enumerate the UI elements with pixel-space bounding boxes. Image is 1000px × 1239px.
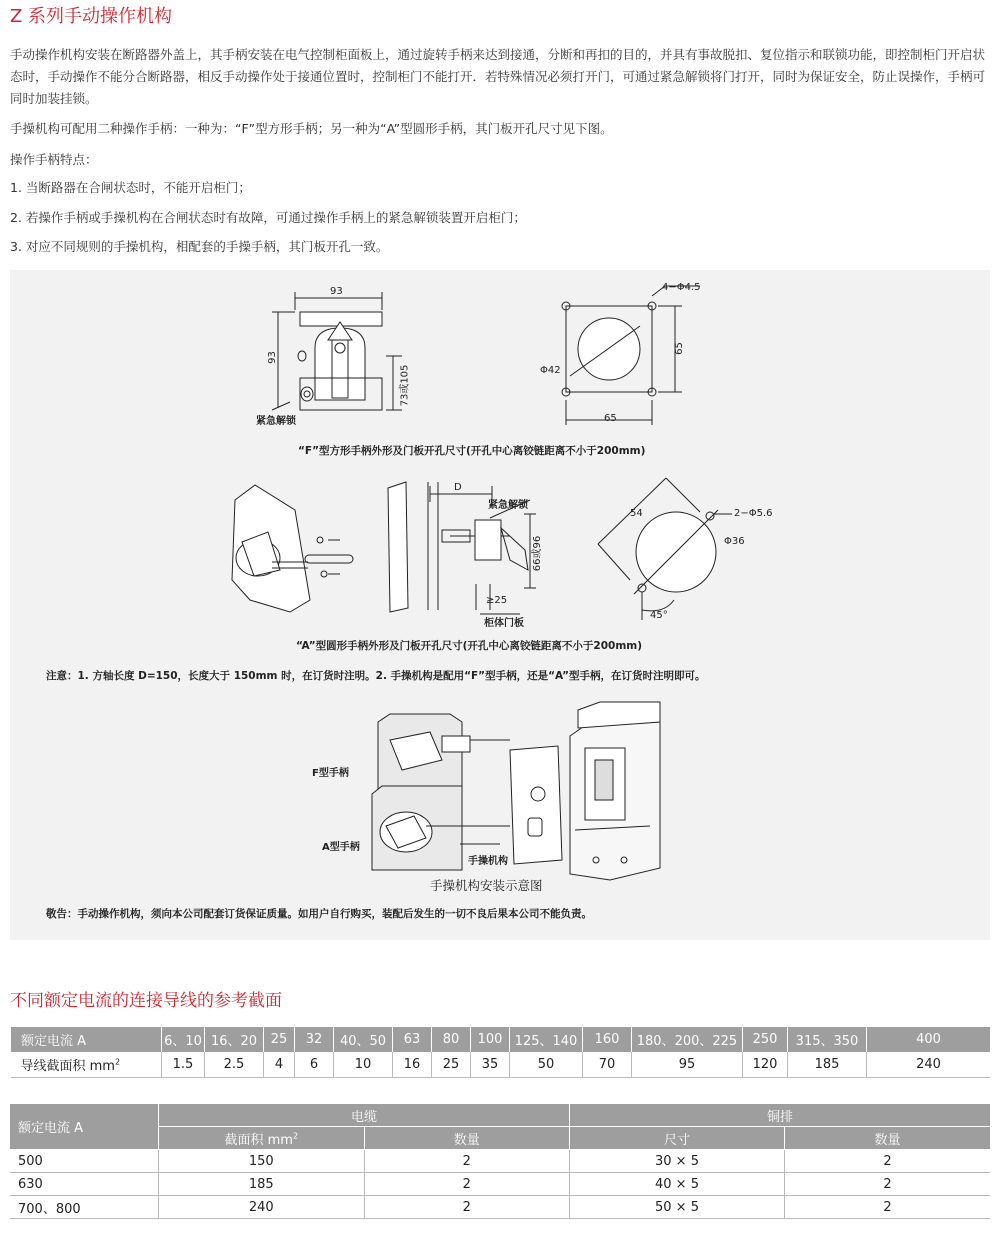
area-cell: 185 — [788, 1052, 867, 1078]
header-cable: 电缆 — [159, 1104, 570, 1127]
a-hole-pattern-drawing — [598, 478, 732, 620]
header-current: 额定电流 A — [10, 1104, 159, 1150]
a-dist-label: 54 — [630, 508, 643, 519]
area-cell: 6 — [295, 1052, 334, 1078]
header-busbar: 铜排 — [570, 1104, 991, 1127]
row-qty2: 2 — [785, 1196, 991, 1219]
row-size: 40 × 5 — [570, 1173, 785, 1196]
row-qty: 2 — [364, 1196, 570, 1219]
feature-item-2: 2. 若操作手柄或手操机构在合闸状态时有故障，可通过操作手柄上的紧急解锁装置开启柜门； — [10, 210, 526, 225]
intro-paragraph: 手动操作机构安装在断路器外盖上，其手柄安装在电气控制柜面板上，通过旋转手柄来达到接通，分断和再扣的目的，并具有事故脱扣、复位指示和联锁功能，即控制柜门开启状态时，手动操作不能分合断路器，相反手动操作处于接通位置时，控制柜门不能打开．若特殊情况必须打开门，可通过紧急解锁将门打开，同时为保证安全，防止误操作，手柄可同时加装挂锁。 — [10, 47, 986, 106]
row-current: 500 — [10, 1150, 159, 1173]
current-cell: 400 — [867, 1027, 991, 1052]
wire-section-table — [10, 1027, 990, 1078]
row-area: 185 — [159, 1173, 365, 1196]
mechanism-label: 手操机构 — [468, 856, 508, 867]
current-row — [11, 1027, 991, 1052]
a-min-label: ≥25 — [486, 595, 508, 606]
row-current: 700、800 — [10, 1196, 159, 1219]
a-emergency-release-label: 紧急解锁 — [488, 500, 528, 511]
features-heading: 操作手柄特点： — [10, 152, 98, 167]
area-row — [11, 1052, 991, 1078]
warning-note: 敬告：手动操作机构，须向本公司配套订货保证质量。如用户自行购买，装配后发生的一切不良后果本公司不能负责。 — [46, 908, 592, 920]
row-header-current: 额定电流 A — [11, 1027, 162, 1052]
area-cell: 2.5 — [205, 1052, 264, 1078]
current-cell: 25 — [264, 1027, 295, 1052]
current-cell: 32 — [295, 1027, 334, 1052]
row-qty2: 2 — [785, 1150, 991, 1173]
cable-busbar-table — [10, 1104, 990, 1219]
current-cell: 315、350 — [788, 1027, 867, 1052]
row-qty2: 2 — [785, 1173, 991, 1196]
a-d-label: D — [454, 482, 462, 493]
area-cell: 50 — [510, 1052, 583, 1078]
page-title: Z 系列手动操作机构 — [10, 6, 173, 27]
current-cell: 40、50 — [334, 1027, 393, 1052]
current-cell: 125、140 — [510, 1027, 583, 1052]
table-row — [10, 1196, 990, 1219]
sub-qty-busbar: 数量 — [785, 1127, 991, 1150]
a-caption: “A”型圆形手柄外形及门板开孔尺寸(开孔中心离铰链距离不小于200mm) — [296, 640, 643, 652]
f-height-dim: 93 — [266, 351, 278, 364]
area-cell: 1.5 — [162, 1052, 205, 1078]
figure-note: 注意：1. 方轴长度 D=150，长度大于 150mm 时，在订货时注明。2. 手操机构是配用“F”型手柄，还是“A”型手柄，在订货时注明即可。 — [46, 670, 706, 682]
f-side-h-label: 65 — [604, 413, 617, 424]
sub-qty-cable: 数量 — [364, 1127, 570, 1150]
f-dia-label: Φ42 — [540, 365, 561, 376]
area-cell: 95 — [632, 1052, 743, 1078]
install-caption: 手操机构安装示意图 — [430, 878, 543, 893]
row-area: 240 — [159, 1196, 365, 1219]
a-holes-label: 2−Φ5.6 — [734, 508, 773, 519]
a-handle-perspective-drawing — [232, 485, 353, 612]
f-side-v-label: 65 — [673, 342, 685, 355]
row-current: 630 — [10, 1173, 159, 1196]
area-cell: 16 — [393, 1052, 432, 1078]
a-angle-label: 45° — [650, 610, 668, 621]
current-cell: 160 — [583, 1027, 632, 1052]
area-cell: 70 — [583, 1052, 632, 1078]
row-size: 30 × 5 — [570, 1150, 785, 1173]
f-handle-front-drawing — [272, 292, 402, 410]
current-cell: 180、200、225 — [632, 1027, 743, 1052]
header-row-1 — [10, 1104, 990, 1127]
f-handle-label: F型手柄 — [312, 768, 349, 779]
feature-item-1: 1. 当断路器在合闸状态时，不能开启柜门； — [10, 180, 251, 195]
row-qty: 2 — [364, 1173, 570, 1196]
a-depth-label: 66或96 — [532, 535, 544, 572]
area-cell: 35 — [471, 1052, 510, 1078]
f-holes-label: 4−Φ4.5 — [662, 282, 701, 293]
a-dia-label: Φ36 — [724, 536, 745, 547]
row-area: 150 — [159, 1150, 365, 1173]
area-cell: 4 — [264, 1052, 295, 1078]
f-caption: “F”型方形手柄外形及门板开孔尺寸(开孔中心离铰链距离不小于200mm) — [298, 445, 646, 457]
area-cell: 10 — [334, 1052, 393, 1078]
current-cell: 16、20 — [205, 1027, 264, 1052]
section-title: 不同额定电流的连接导线的参考截面 — [10, 991, 282, 1011]
row-header-area: 导线截面积 $mm^2$ — [11, 1052, 162, 1078]
sub-size: 尺寸 — [570, 1127, 785, 1150]
row-qty: 2 — [364, 1150, 570, 1173]
f-depth-dim: 73或105 — [399, 364, 411, 407]
f-width-dim: 93 — [330, 286, 343, 297]
a-handle-label: A型手柄 — [322, 842, 360, 853]
current-cell: 6、10 — [162, 1027, 205, 1052]
sub-area: 截面积 $mm^2$ — [159, 1127, 365, 1150]
f-emergency-release-label: 紧急解锁 — [256, 416, 296, 427]
current-cell: 63 — [393, 1027, 432, 1052]
area-cell: 120 — [743, 1052, 788, 1078]
a-door-label: 柜体门板 — [484, 618, 524, 629]
table-row — [10, 1150, 990, 1173]
row-size: 50 × 5 — [570, 1196, 785, 1219]
handle-types-paragraph: 手操机构可配用二种操作手柄：一种为：“F”型方形手柄；另一种为“A”型圆形手柄，其门板开孔尺寸见下图。 — [10, 121, 613, 136]
installation-exploded-drawing — [372, 702, 660, 880]
current-cell: 100 — [471, 1027, 510, 1052]
area-cell: 240 — [867, 1052, 991, 1078]
current-cell: 250 — [743, 1027, 788, 1052]
feature-item-3: 3. 对应不同规则的手操机构，相配套的手操手柄，其门板开孔一致。 — [10, 239, 389, 254]
current-cell: 80 — [432, 1027, 471, 1052]
f-hole-pattern-drawing — [562, 286, 700, 425]
table-row — [10, 1173, 990, 1196]
figure-panel — [10, 270, 990, 940]
area-cell: 25 — [432, 1052, 471, 1078]
